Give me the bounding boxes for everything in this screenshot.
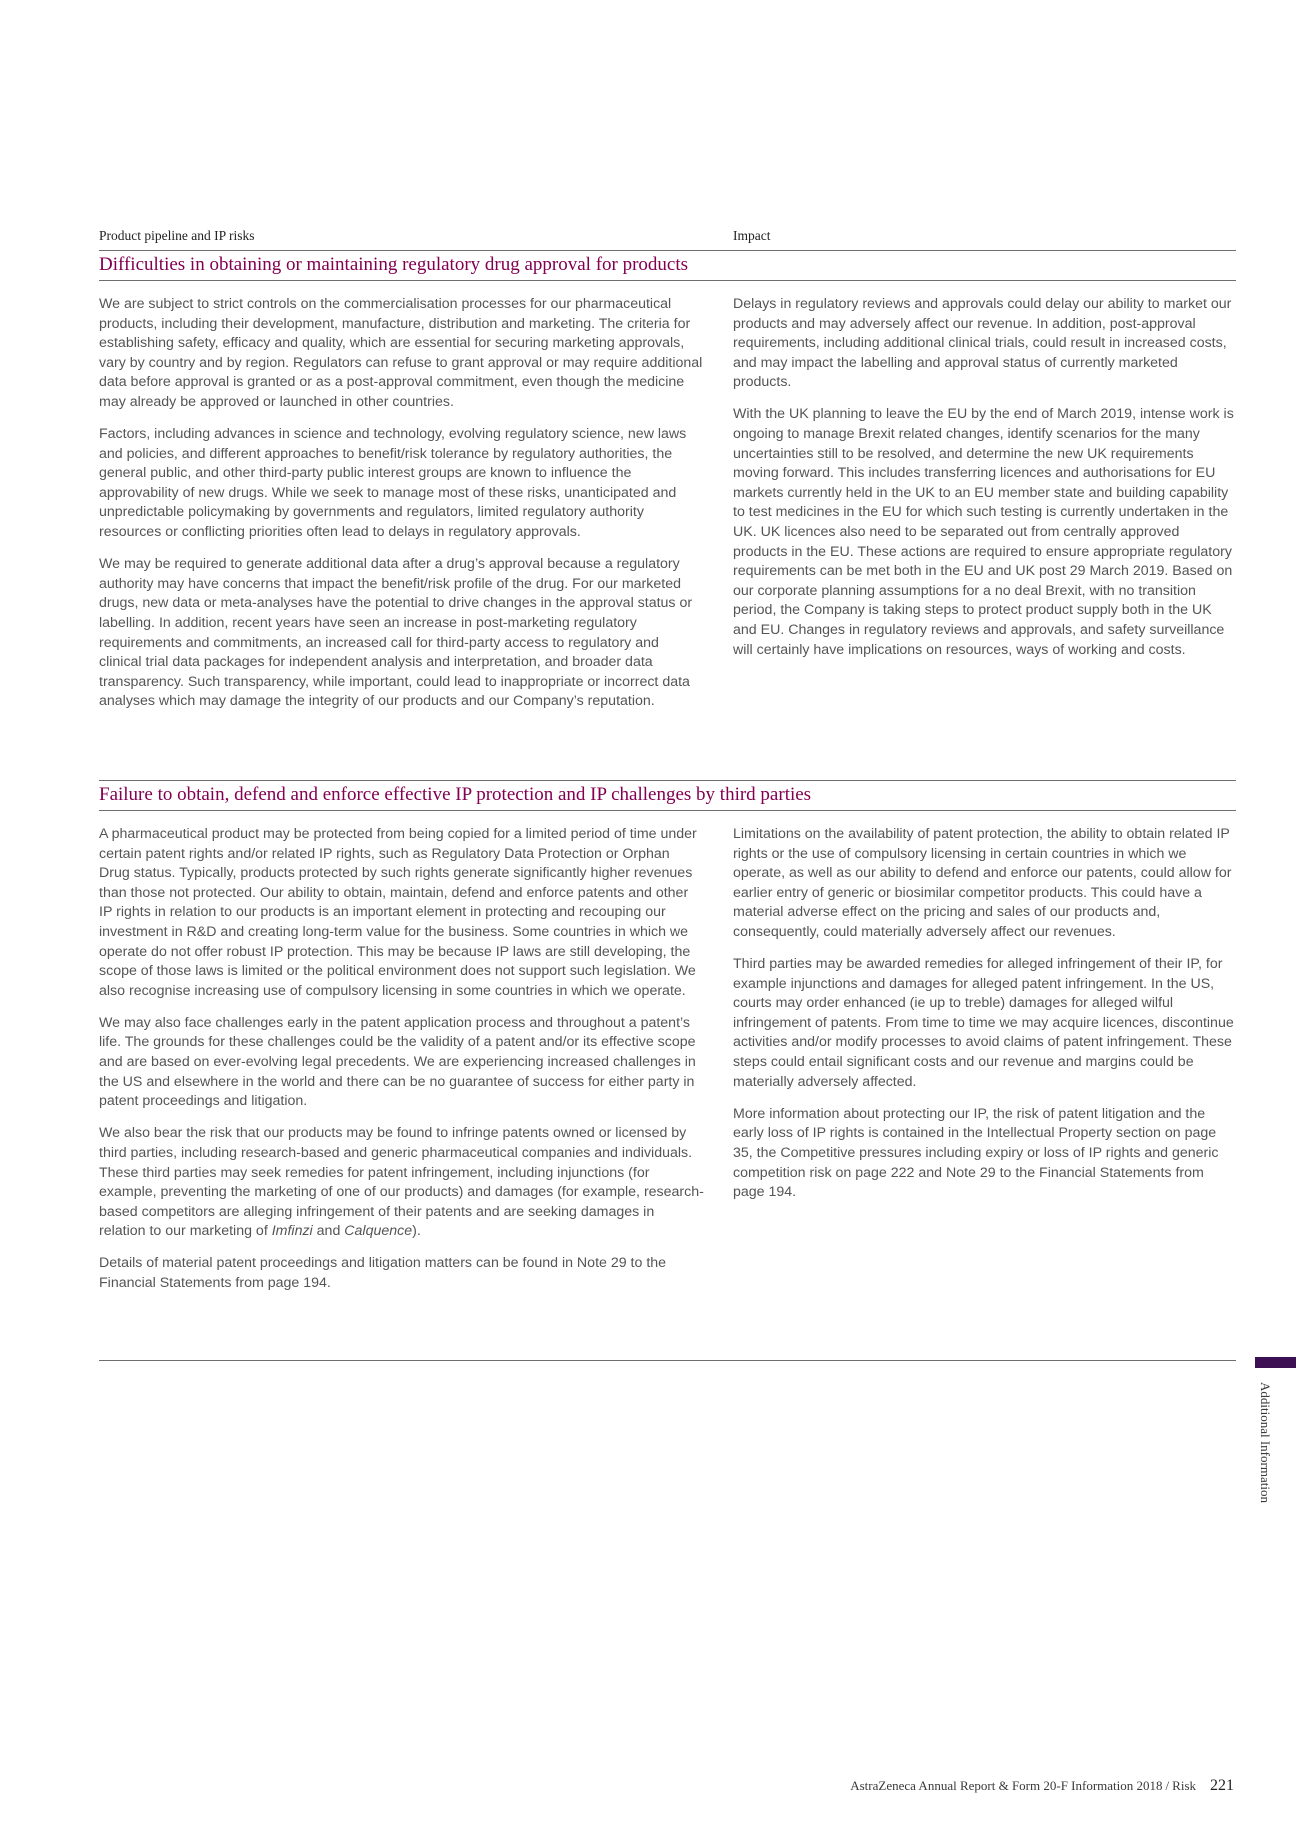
side-tab-label: Additional Information [1258, 1382, 1273, 1503]
paragraph: We may be required to generate additional data after a drug’s approval because a regulatory authority may have concerns that impact the benefit/risk profile of the drug. For our marketed drugs, new data or meta-analyses have the potential to drive changes in the approval status or labelling. In addition, recent years have seen an increase in post-marketing regulatory requirements and commitments, an increased call for third-party access to regulatory and clinical trial data packages for independent analysis and interpretation, and broader data transparency. Such transparency, while important, could lead to inappropriate or incorrect data analyses which may damage the integrity of our products and our Company’s reputation. [99, 556, 693, 710]
paragraph: Delays in regulatory reviews and approvals could delay our ability to market our products and may adversely affect our revenue. In addition, post-approval requirements, including additional clinical trials, could result in increased costs, and may impact the labelling and approval status of currently marketed products. [733, 296, 1232, 391]
regulatory-approval-risk-section [99, 251, 1236, 710]
drug-name-imfinzi: Imfinzi [271, 1223, 313, 1240]
section-bottom-rule [99, 1360, 1236, 1361]
section-title: Failure to obtain, defend and enforce effective IP protection and IP challenges by third parties [99, 780, 1236, 811]
left-column-header: Product pipeline and IP risks [99, 228, 255, 243]
paragraph: We may also face challenges early in the patent application process and throughout a patent’s life. The grounds for these challenges could be the validity of a patent and/or its effective scope and are based on ever-evolving legal precedents. We are experiencing increased challenges in the US and elsewhere in the world and there can be no guarantee of success for either party in patent proceedings and litigation. [99, 1014, 696, 1110]
paragraph: Limitations on the availability of patent protection, the ability to obtain related IP rights or the use of compulsory licensing in certain countries in which we operate, as well as our ability to defend and enforce our patents, could allow for earlier entry of generic or biosimilar competitor products. This could have a material adverse effect on the pricing and sales of our products and, consequently, could materially adversely affect our revenues. [733, 826, 1232, 940]
footer-separator: / [1165, 1778, 1170, 1793]
paragraph: Details of material patent proceedings and litigation matters can be found in Note 29 to the Financial Statements from page 194. [99, 1255, 667, 1291]
footer-section: Risk [1172, 1778, 1196, 1793]
text-run: We also bear the risk that our products may be found to infringe patents owned or licensed by third parties, including research-based and generic pharmaceutical companies and individuals. These third parties may seek remedies for patent infringement, including injunctions (for example, preventing the marketing of one of our products) and damages (for example, research-based competitors are alleging infringement of their patents and are seeking damages in relation to our marketing of [99, 1125, 704, 1240]
impact-column [733, 295, 1236, 673]
right-column-header: Impact [733, 228, 771, 243]
paragraph: With the UK planning to leave the EU by the end of March 2019, intense work is ongoing to manage Brexit related changes, identify scenarios for the many uncertainties still to be resolved, and determine the new UK requirements moving forward. This includes transferring licences and authorisations for EU markets currently held in the UK to an EU member state and building capability to test medicines in the EU for which such testing is currently undertaken in the UK. UK licences also need to be separated out from centrally approved products in the EU. These actions are required to ensure appropriate regulatory requirements can be met both in the EU and UK post 29 March 2019. Based on our corporate planning assumptions for a no deal Brexit, with no transition period, the Company is taking steps to protect product supply both in the UK and EU. Changes in regulatory reviews and approvals, and safety surveillance will certainly have implications on resources, ways of working and costs. [733, 406, 1234, 658]
side-tab-marker [1255, 1357, 1296, 1368]
risk-description-column [99, 295, 704, 724]
paragraph [99, 1124, 704, 1242]
ip-protection-risk-section [99, 780, 1236, 1291]
text-run: ). [412, 1223, 421, 1240]
text-run: and [316, 1223, 341, 1240]
paragraph: Factors, including advances in science and technology, evolving regulatory science, new laws and policies, and different approaches to benefit/risk tolerance by regulatory authorities, the general public, and other third-party public interest groups are known to influence the approvability of new drugs. While we seek to manage most of these risks, unanticipated and unpredictable policymaking by governments and regulators, limited regulatory authority resources or conflicting priorities often lead to delays in regulatory approvals. [99, 426, 687, 541]
paragraph: A pharmaceutical product may be protected from being copied for a limited period of time under certain patent rights and/or related IP rights, such as Regulatory Data Protection or Orphan Drug status. Typically, products protected by such rights generate significantly higher revenues than those not protected. Our ability to obtain, maintain, defend and enforce patents and other IP rights in relation to our products is an important element in protecting and recouping our investment in R&D and creating long-term value for the business. Some countries in which we operate do not offer robust IP protection. This may be because IP laws are still developing, the scope of those laws is limited or the political environment does not support such legislation. We also recognise increasing use of compulsory licensing in some countries in which we operate. [99, 826, 697, 999]
paragraph: Third parties may be awarded remedies for alleged infringement of their IP, for example injunctions and damages for alleged patent infringement. In the US, courts may order enhanced (ie up to treble) damages for alleged wilful infringement of patents. From time to time we may acquire licences, discontinue activities and/or modify processes to avoid claims of patent infringement. These steps could entail significant costs and our revenue and margins could be materially adversely affected. [733, 956, 1234, 1090]
page-number: 221 [1210, 1777, 1234, 1794]
paragraph: We are subject to strict controls on the commercialisation processes for our pharmaceutical products, including their development, manufacture, distribution and marketing. The criteria for establishing safety, efficacy and quality, which are essential for securing marketing approvals, vary by country and by region. Regulators can refuse to grant approval or may require additional data before approval is granted or as a post-approval commitment, even though the medicine may already be approved or launched in other countries. [99, 296, 703, 410]
column-headers [99, 224, 1236, 251]
drug-name-calquence: Calquence [344, 1223, 413, 1240]
report-title: AstraZeneca Annual Report & Form 20-F Information 2018 [850, 1778, 1163, 1793]
paragraph: More information about protecting our IP, the risk of patent litigation and the early loss of IP rights is contained in the Intellectual Property section on page 35, the Competitive pressures including expiry or loss of IP rights and generic competition risk on page 222 and Note 29 to the Financial Statements from page 194. [733, 1105, 1219, 1201]
impact-column [733, 825, 1236, 1215]
section-title: Difficulties in obtaining or maintaining regulatory drug approval for products [99, 251, 1236, 281]
page-footer [850, 1777, 1234, 1795]
risk-description-column [99, 825, 704, 1306]
